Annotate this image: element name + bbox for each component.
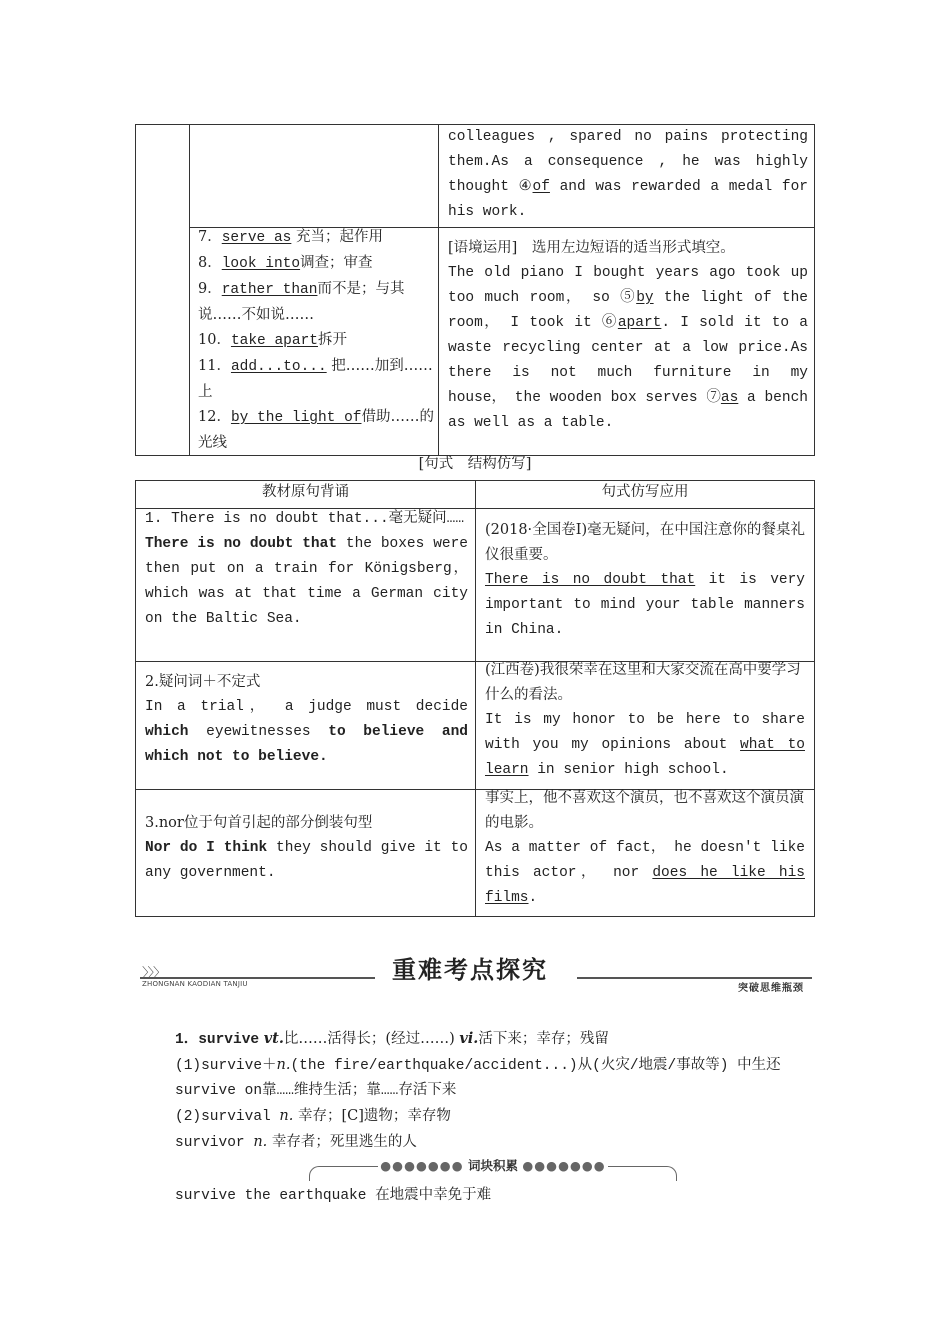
entry-line: survivor n. 幸存者；死里逃生的人 — [175, 1134, 417, 1151]
table-cell-source: 3.nor位于句首引起的部分倒装句型 Nor do I think they should give it to any government. — [145, 811, 468, 886]
section-banner — [140, 950, 812, 996]
pattern-title: 3.nor位于句首引起的部分倒装句型 — [145, 815, 373, 831]
exercise-instruction: [语境运用] 选用左边短语的适当形式填空。 — [448, 240, 735, 256]
chevron-right-icon: 〉〉〉 — [142, 966, 166, 981]
pattern-title: 1. There is no doubt that...毫无疑问…… — [145, 511, 465, 527]
block-label: 词块积累 — [467, 1158, 518, 1173]
phrase-item: 7．serve as 充当；起作用 — [198, 229, 383, 246]
passage-line: his work. — [448, 204, 527, 220]
passage-line: colleagues , spared no pains protecting — [448, 129, 808, 145]
table-divider — [438, 125, 439, 455]
table-divider — [189, 125, 190, 455]
table-divider — [475, 481, 476, 916]
entry-headword: 1．survive vt.比……活得长；(经过……) vi.活下来；幸存；残留 — [175, 1030, 609, 1048]
banner-rule — [140, 977, 375, 979]
passage-line: too much room， so ⑤by the light of the — [448, 290, 808, 306]
section-title: 重难考点探究 — [392, 956, 548, 984]
passage-line: The old piano I bought years ago took up — [448, 265, 808, 281]
passage-line: house， the wooden box serves ⑦as a bench — [448, 390, 808, 406]
passage-line: there is not much furniture in my — [448, 365, 808, 381]
phrase-item: 12．by the light of借助……的光线 — [198, 409, 434, 451]
entry-line: (2)survival n. 幸存；[C]遗物；幸存物 — [175, 1108, 451, 1125]
phrase-item: 9．rather than而不是；与其说……不如说…… — [198, 281, 405, 323]
dots-decoration: ●●●●●●● — [522, 1158, 606, 1173]
practice-prompt: 事实上，他不喜欢这个演员，也不喜欢这个演员演的电影。 — [485, 790, 804, 831]
passage-continuation — [448, 125, 808, 225]
answer-blank: There is no doubt that — [485, 572, 696, 588]
answer-blank: as — [720, 390, 739, 406]
banner-pinyin: ZHONGNAN KAODIAN TANJIU — [142, 980, 248, 988]
passage-line: thought ④of and was rewarded a medal for — [448, 179, 808, 195]
context-exercise — [448, 236, 808, 436]
dots-decoration: ●●●●●●● — [380, 1158, 464, 1173]
table-cell-practice: (2018·全国卷Ⅰ)毫无疑问，在中国注意你的餐桌礼仪很重要。 There is no doubt that it is very important to mind your table manners in China. — [485, 518, 805, 643]
word-block-header — [309, 1158, 677, 1178]
phrase-item: 11．add...to... 把……加到……上 — [198, 358, 433, 400]
table-cell-practice: (江西卷)我很荣幸在这里和大家交流在高中要学习什么的看法。 It is my honor to be here to share with you my opinions about what to learn in senior high school. — [485, 658, 805, 783]
sentence-table — [135, 480, 815, 917]
entry-line: (1)survive＋n.(the fire/earthquake/accident...)从(火灾/地震/事故等) 中生还 — [175, 1057, 781, 1074]
pattern-title: 2.疑问词＋不定式 — [145, 674, 261, 690]
answer-blank: what to learn — [485, 737, 805, 778]
table-cell-source: 1. There is no doubt that...毫无疑问…… There is no doubt that the boxes were then put on a train for Königsberg， which was at that time a German city on the Baltic Sea. — [145, 507, 468, 632]
phrase-item: 8．look into调查；审查 — [198, 255, 373, 272]
vocab-table — [135, 124, 815, 456]
answer-blank: does he like his films — [485, 865, 805, 906]
passage-line: room， I took it ⑥apart. I sold it to a — [448, 315, 808, 331]
word-entry — [175, 1026, 815, 1156]
example-phrase: survive the earthquake 在地震中幸免于难 — [175, 1188, 492, 1204]
section-subtitle: 突破思维瓶颈 — [738, 983, 804, 994]
phrase-item: 10．take apart拆开 — [198, 332, 347, 349]
passage-line: as well as a table. — [448, 415, 614, 431]
table-caption: [句式 结构仿写] — [418, 456, 532, 472]
table-cell-practice: 事实上，他不喜欢这个演员，也不喜欢这个演员演的电影。 As a matter of fact， he doesn't like this actor， nor does he like his films. — [485, 786, 805, 911]
passage-line: waste recycling center at a low price.As — [448, 340, 808, 356]
practice-prompt: (江西卷)我很荣幸在这里和大家交流在高中要学习什么的看法。 — [485, 662, 801, 703]
passage-line: them.As a consequence , he was highly — [448, 154, 808, 170]
answer-blank: of — [532, 179, 550, 195]
entry-line: survive on靠……维持生活；靠……存活下来 — [175, 1083, 457, 1099]
practice-prompt: (2018·全国卷Ⅰ)毫无疑问，在中国注意你的餐桌礼仪很重要。 — [485, 522, 805, 563]
answer-blank: apart — [617, 315, 662, 331]
column-header: 句式仿写应用 — [601, 484, 689, 500]
answer-blank: by — [636, 290, 654, 306]
column-header: 教材原句背诵 — [262, 484, 349, 500]
table-cell-source: 2.疑问词＋不定式 In a trial， a judge must decide which eyewitnesses to believe and which not to believe. — [145, 670, 468, 770]
phrase-list — [198, 225, 434, 456]
